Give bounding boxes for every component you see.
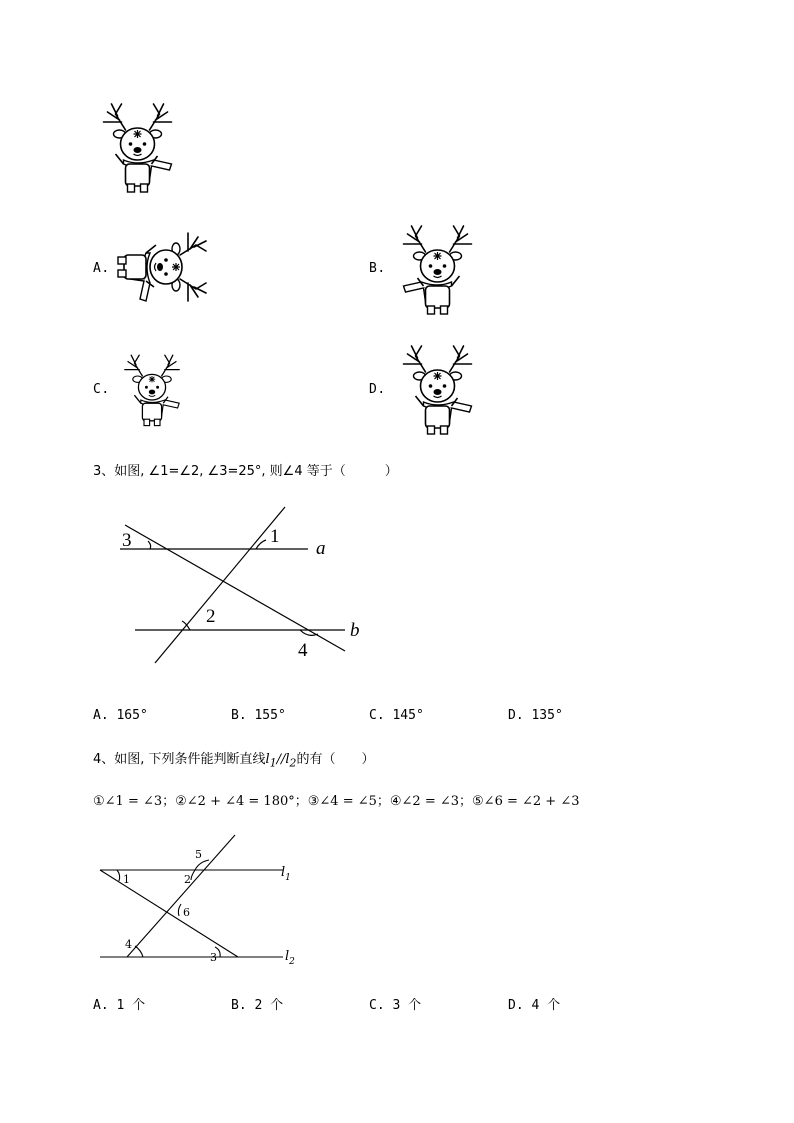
option-c-deer-image	[118, 352, 186, 428]
q4-angle6-label: 6	[183, 906, 190, 919]
option-c-label: C.	[93, 382, 110, 397]
q4-l1-sub: 1	[269, 756, 277, 770]
q3-figure	[110, 500, 380, 670]
q3-choice-b: B. 155°	[231, 708, 286, 723]
option-a-deer-image	[115, 225, 210, 310]
q3-angle1-label: 1	[270, 526, 280, 547]
q4-l1-label	[281, 865, 291, 883]
q4-angle4-label: 4	[125, 938, 132, 951]
q3-stem: 3、如图, ∠1=∠2, ∠3=25°, 则∠4 等于（ ）	[93, 464, 398, 479]
q4-conditions: ①∠1 = ∠3；②∠2 + ∠4 = 180°；③∠4 = ∠5；④∠2 = ∠3；⑤∠6 = ∠2 + ∠3	[93, 794, 580, 809]
option-d-deer-image	[395, 342, 480, 437]
q4-stem-post: 的有（ ）	[296, 752, 375, 767]
q4-l2-letter: l	[285, 752, 290, 767]
q3-choice-c: C. 145°	[369, 708, 424, 723]
q3-angle3-label: 3	[122, 530, 132, 551]
q4-l2-sub: 2	[289, 756, 297, 770]
q4-l1-letter: l	[265, 752, 270, 767]
q4-figure	[95, 830, 315, 970]
q4-stem	[93, 748, 374, 770]
q4-choice-d: D. 4 个	[508, 998, 561, 1013]
q4-angle3-label: 3	[210, 951, 217, 964]
q4-angle5-label: 5	[195, 848, 202, 861]
q4-l2	[285, 752, 297, 770]
q3-choice-a: A. 165°	[93, 708, 148, 723]
q3-line-b-label: b	[350, 620, 360, 641]
q4-angle2-label: 2	[184, 873, 191, 886]
q4-stem-pre: 4、如图, 下列条件能判断直线	[93, 752, 266, 767]
q4-l2-label-letter: l	[285, 949, 290, 964]
q4-choice-c: C. 3 个	[369, 998, 422, 1013]
option-b-label: B.	[369, 261, 386, 276]
q4-choice-a: A. 1 个	[93, 998, 146, 1013]
q4-l1-label-sub: 1	[285, 873, 291, 883]
q3-choice-d: D. 135°	[508, 708, 563, 723]
original-deer-image	[95, 100, 180, 195]
q4-choice-b: B. 2 个	[231, 998, 284, 1013]
q4-l2-label-sub: 2	[289, 957, 295, 967]
q4-parallel: //	[276, 752, 286, 767]
option-d-label: D.	[369, 382, 386, 397]
option-a-label: A.	[93, 261, 110, 276]
q4-l1-label-letter: l	[281, 865, 286, 880]
q4-l2-label	[285, 949, 295, 967]
q3-angle2-label: 2	[206, 606, 216, 627]
q3-angle4-label: 4	[298, 640, 308, 661]
q4-l1	[265, 752, 277, 770]
q4-angle1-label: 1	[123, 873, 130, 886]
option-b-deer-image	[395, 222, 480, 317]
q3-line-a-label: a	[316, 538, 326, 559]
